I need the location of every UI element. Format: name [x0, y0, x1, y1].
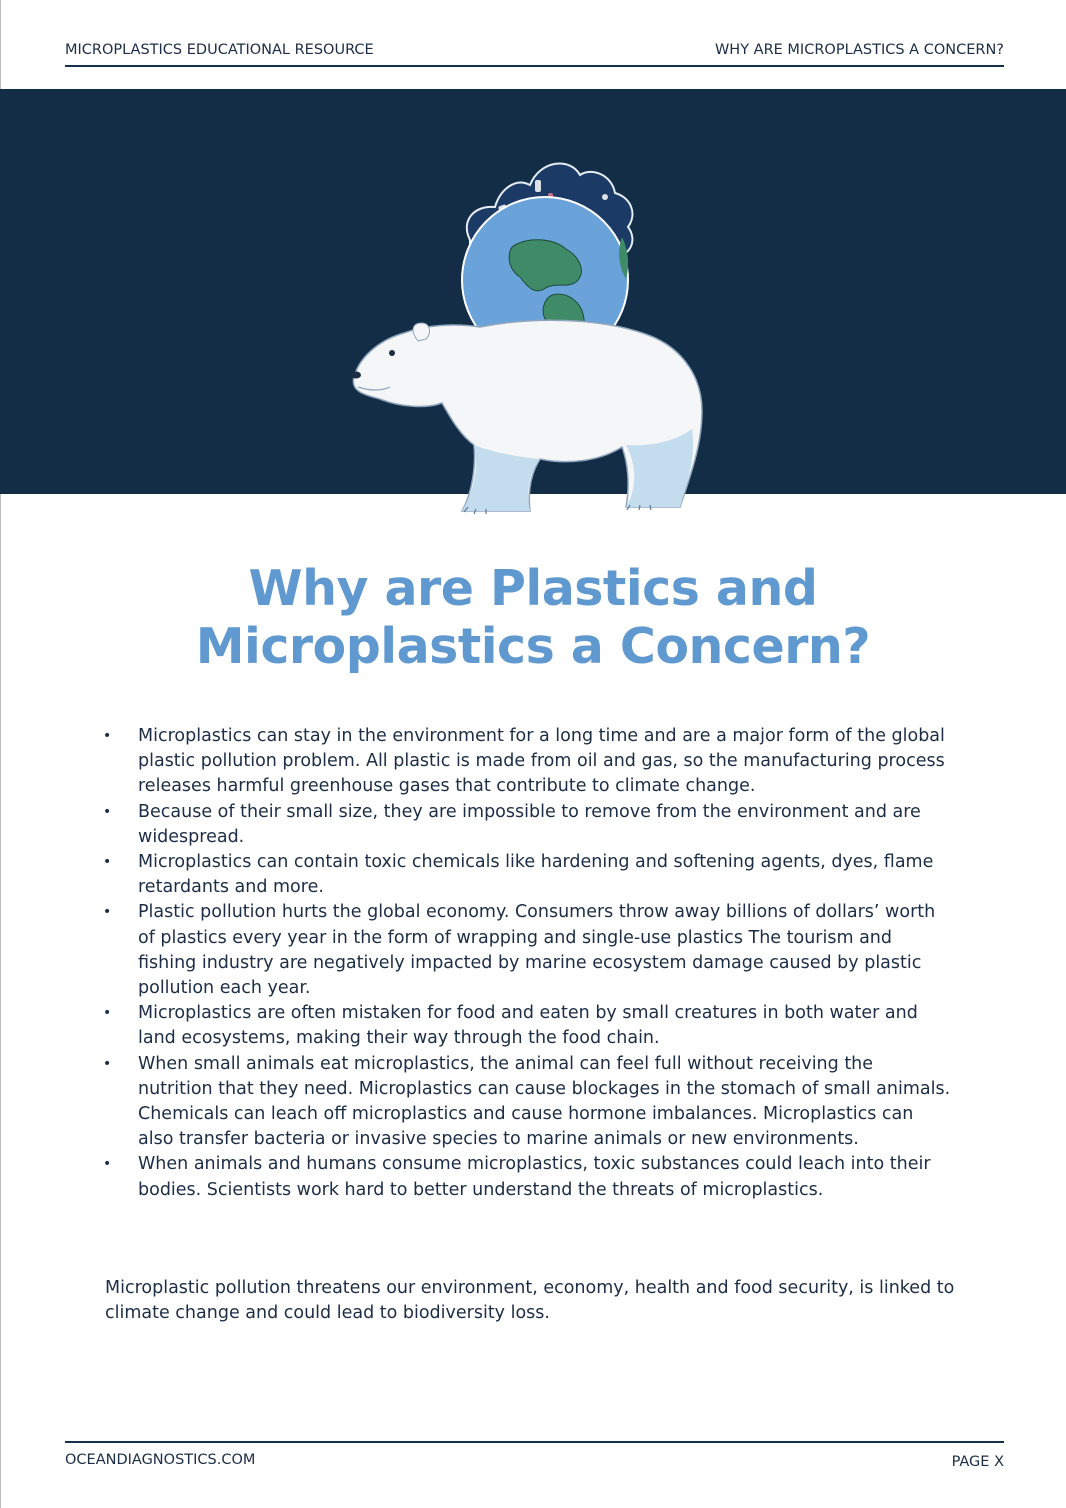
footer-divider	[65, 1441, 1004, 1443]
list-item-text: Microplastics can stay in the environment for a long time and are a major form of the global plastic pollution problem. All plastic is made from oil and gas, so the manufacturing process releases harmful greenhouse gases that contribute to climate change.	[138, 726, 945, 797]
concern-bullet-list	[103, 724, 953, 1203]
list-item-text: Plastic pollution hurts the global economy. Consumers throw away billions of dollars’ worth of plastics every year in the form of wrapping and single-use plastics The tourism and fishing industry are negatively impacted by marine ecosystem damage caused by plastic pollution each year.	[138, 902, 936, 999]
list-item	[103, 724, 953, 800]
bullet-marker: •	[103, 904, 112, 921]
title-line-1: Why are Plastics and	[248, 560, 818, 617]
bullet-marker: •	[103, 728, 112, 744]
title-line-2: Microplastics a Concern?	[195, 618, 871, 675]
page-header	[65, 40, 1004, 67]
list-item-text: Microplastics can contain toxic chemicals like hardening and softening agents, dyes, flame retardants and more.	[138, 852, 934, 898]
bullet-marker: •	[103, 803, 112, 820]
header-section-title: WHY ARE MICROPLASTICS A CONCERN?	[714, 42, 1004, 58]
polar-bear-carrying-earth-with-plastic-icon	[330, 145, 750, 525]
list-item	[103, 1152, 953, 1202]
list-item-text: When animals and humans consume microplastics, toxic substances could leach into their bodies. Scientists work hard to better understand the threats of microplastics.	[138, 1154, 931, 1200]
bullet-marker: •	[103, 1005, 112, 1022]
header-resource-title: MICROPLASTICS EDUCATIONAL RESOURCE	[65, 42, 374, 58]
page-title	[60, 560, 1006, 676]
list-item	[103, 900, 953, 1001]
list-item	[103, 850, 953, 900]
list-item-text: Microplastics are often mistaken for food and eaten by small creatures in both water and land ecosystems, making their way through the food chain.	[138, 1003, 918, 1049]
bullet-marker: •	[103, 1055, 112, 1072]
list-item	[103, 1052, 953, 1153]
list-item-text: When small animals eat microplastics, the animal can feel full without receiving the nutrition that they need. Microplastics can cause blockages in the stomach of small animals. Chemicals can leach off microplastics and cause hormone imbalances. Microplastics can also transfer bacteria or invasive species to marine animals or new environments.	[138, 1053, 951, 1150]
footer-page-number: PAGE X	[951, 1454, 1004, 1470]
footer-website: OCEANDIAGNOSTICS.COM	[65, 1452, 256, 1468]
bullet-marker: •	[103, 854, 112, 871]
bullet-marker: •	[103, 1156, 112, 1173]
summary-paragraph: Microplastic pollution threatens our environment, economy, health and food security, is linked to climate change and could lead to biodiversity loss.	[105, 1278, 955, 1324]
list-item	[103, 800, 953, 850]
list-item	[103, 1001, 953, 1051]
list-item-text: Because of their small size, they are impossible to remove from the environment and are widespread.	[138, 801, 921, 847]
